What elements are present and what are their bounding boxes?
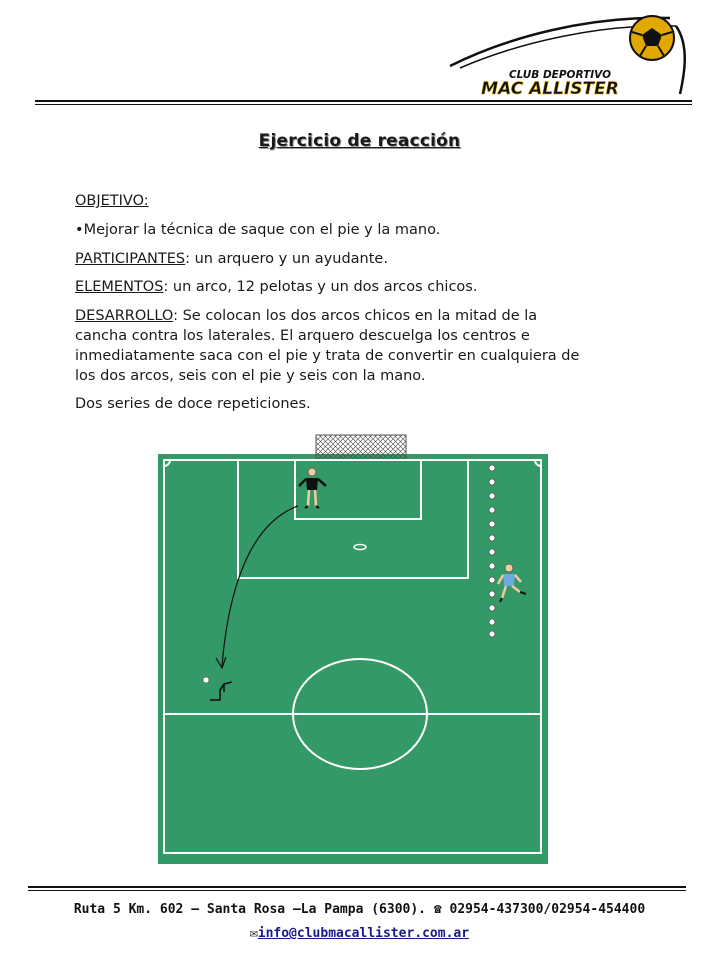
soccer-field-diagram	[158, 434, 548, 864]
footer-rule-bottom	[28, 890, 686, 891]
elements-label: ELEMENTOS	[75, 279, 164, 295]
goal-net	[316, 435, 406, 460]
objective-label: OBJETIVO:	[75, 193, 149, 209]
elements-row	[75, 277, 645, 297]
series-text: Dos series de doce repeticiones.	[75, 396, 311, 412]
development-line2: cancha contra los laterales. El arquero descuelga los centros e	[75, 328, 530, 344]
page-title: Ejercicio de reacción	[258, 131, 461, 151]
development-line1: : Se colocan los dos arcos chicos en la mitad de la	[173, 308, 538, 324]
development-label: DESARROLLO	[75, 308, 174, 324]
soccer-ball-icon	[630, 16, 674, 60]
club-logo	[440, 6, 700, 98]
email-link[interactable]: info@clubmacallister.com.ar	[257, 926, 470, 941]
mail-icon: ✉	[249, 926, 258, 941]
elements-text: : un arco, 12 pelotas y un dos arcos chicos.	[163, 279, 478, 295]
participants-text: : un arquero y un ayudante.	[185, 251, 388, 267]
footer-email-row	[0, 926, 719, 941]
footer-contact	[0, 902, 719, 917]
footer-address: Ruta 5 Km. 602 – Santa Rosa –La Pampa (6300).	[73, 902, 434, 917]
header-rule-bottom	[35, 104, 692, 105]
footer-rule-top	[28, 886, 686, 888]
club-name-line2: MAC ALLISTER	[481, 79, 619, 98]
header-rule-top	[35, 100, 692, 102]
club-name-line1: CLUB DEPORTIVO	[508, 69, 612, 81]
objective-text: Mejorar la técnica de saque con el pie y la mano.	[83, 222, 441, 238]
ball-marker	[203, 677, 209, 683]
participants-label: PARTICIPANTES	[75, 251, 186, 267]
phone-icon: ☎	[433, 902, 442, 917]
development-line3: inmediatamente saca con el pie y trata de convertir en cualquiera de	[75, 348, 580, 364]
objective-label-row	[75, 191, 645, 211]
objective-bullet	[75, 220, 645, 240]
bullet-icon: •	[75, 222, 84, 238]
development-paragraph	[75, 306, 645, 386]
development-line4: los dos arcos, seis con el pie y seis con la mano.	[75, 368, 426, 384]
footer-phones: 02954-437300/02954-454400	[441, 902, 646, 917]
participants-row	[75, 249, 645, 269]
